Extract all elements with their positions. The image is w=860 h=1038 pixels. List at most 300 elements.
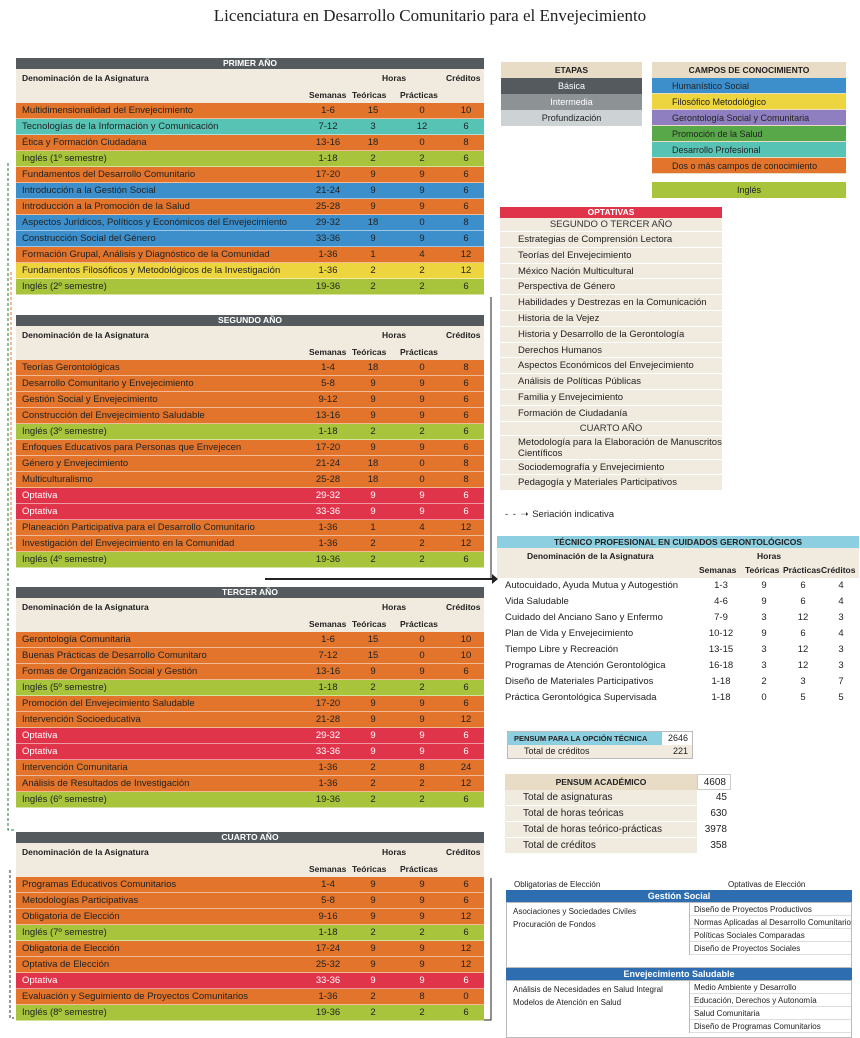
course-weeks: 19-36 bbox=[315, 1007, 341, 1018]
course-theory-hours: 0 bbox=[761, 692, 767, 703]
course-practice-hours: 2 bbox=[419, 426, 425, 437]
course-practice-hours: 0 bbox=[419, 362, 425, 373]
course-theory-hours: 1 bbox=[370, 522, 376, 533]
campo-item: Dos o más campos de conocimiento bbox=[652, 158, 846, 174]
course-credits: 3 bbox=[838, 660, 844, 671]
course-theory-hours: 9 bbox=[370, 879, 376, 890]
course-weeks: 1-3 bbox=[714, 580, 728, 591]
course-weeks: 33-36 bbox=[315, 746, 341, 757]
course-weeks: 25-32 bbox=[315, 959, 341, 970]
pensum-value: 3978 bbox=[697, 822, 731, 837]
year-title: PRIMER AÑO bbox=[16, 58, 484, 69]
course-weeks: 1-36 bbox=[318, 265, 338, 276]
course-theory-hours: 9 bbox=[370, 506, 376, 517]
course-credits: 12 bbox=[460, 714, 472, 725]
col-teoricas: Teóricas bbox=[352, 619, 387, 629]
course-weeks: 33-36 bbox=[315, 975, 341, 986]
course-name: Inglés (6º semestre) bbox=[22, 794, 107, 805]
seriation-line bbox=[8, 163, 14, 830]
course-theory-hours: 9 bbox=[761, 580, 767, 591]
course-name: Optativa bbox=[22, 746, 58, 757]
course-name: Formación Grupal, Análisis y Diagnóstico de la Comunidad bbox=[22, 249, 270, 260]
optativas-sub2: CUARTO AÑO bbox=[500, 422, 722, 436]
course-name: Teorías Gerontológicas bbox=[22, 362, 120, 373]
bracket-line bbox=[484, 878, 491, 1020]
course-theory-hours: 3 bbox=[370, 121, 376, 132]
course-theory-hours: 9 bbox=[370, 714, 376, 725]
course-credits: 5 bbox=[838, 692, 844, 703]
course-weeks: 7-12 bbox=[318, 650, 338, 661]
course-practice-hours: 9 bbox=[419, 879, 425, 890]
course-name: Optativa bbox=[22, 975, 58, 986]
course-weeks: 1-4 bbox=[321, 362, 335, 373]
course-practice-hours: 2 bbox=[419, 927, 425, 938]
course-credits: 6 bbox=[463, 730, 469, 741]
course-practice-hours: 9 bbox=[419, 378, 425, 389]
course-weeks: 4-6 bbox=[714, 596, 728, 607]
course-name: Práctica Gerontológica Supervisada bbox=[505, 692, 657, 703]
course-practice-hours: 9 bbox=[419, 730, 425, 741]
optativa-item: Historia y Desarrollo de la Gerontología bbox=[500, 327, 722, 343]
course-practice-hours: 9 bbox=[419, 911, 425, 922]
course-practice-hours: 0 bbox=[419, 458, 425, 469]
col-creditos: Créditos bbox=[446, 330, 481, 340]
course-practice-hours: 8 bbox=[419, 991, 425, 1002]
col-semanas: Semanas bbox=[309, 864, 347, 874]
course-practice-hours: 12 bbox=[797, 612, 809, 623]
course-weeks: 1-36 bbox=[318, 762, 338, 773]
pensum-value: 358 bbox=[697, 838, 731, 853]
course-practice-hours: 2 bbox=[419, 682, 425, 693]
course-weeks: 1-36 bbox=[318, 778, 338, 789]
optativas-sub1: SEGUNDO O TERCER AÑO bbox=[500, 218, 722, 232]
course-credits: 4 bbox=[838, 580, 844, 591]
col-semanas: Semanas bbox=[699, 565, 737, 575]
course-weeks: 17-20 bbox=[315, 169, 341, 180]
col-teoricas: Teóricas bbox=[352, 347, 387, 357]
arrow-head-icon bbox=[492, 574, 498, 584]
course-name: Tecnologías de la Información y Comunicación bbox=[22, 121, 219, 132]
col-horas: Horas bbox=[382, 73, 407, 83]
course-theory-hours: 9 bbox=[370, 959, 376, 970]
course-credits: 6 bbox=[463, 169, 469, 180]
course-practice-hours: 12 bbox=[797, 660, 809, 671]
eleccion-item: Políticas Sociales Comparadas bbox=[690, 929, 851, 942]
course-name: Tiempo Libre y Recreación bbox=[505, 644, 619, 655]
eleccion-item: Diseño de Proyectos Sociales bbox=[690, 942, 851, 955]
course-practice-hours: 9 bbox=[419, 975, 425, 986]
course-weeks: 9-16 bbox=[318, 911, 338, 922]
optativa-item: Sociodemografía y Envejecimiento bbox=[500, 460, 722, 476]
course-practice-hours: 2 bbox=[419, 554, 425, 565]
course-name: Diseño de Materiales Participativos bbox=[505, 676, 654, 687]
col-asignatura: Denominación de la Asignatura bbox=[22, 330, 149, 340]
course-theory-hours: 9 bbox=[370, 911, 376, 922]
dashed-arrow-icon: - - ➝ bbox=[505, 509, 530, 520]
course-name: Optativa bbox=[22, 506, 58, 517]
course-practice-hours: 9 bbox=[419, 410, 425, 421]
course-name: Promoción del Envejecimiento Saludable bbox=[22, 698, 195, 709]
etapas-title: ETAPAS bbox=[501, 62, 642, 78]
course-name: Ética y Formación Ciudadana bbox=[22, 137, 147, 148]
course-theory-hours: 2 bbox=[370, 927, 376, 938]
col-horas: Horas bbox=[757, 551, 782, 561]
course-weeks: 1-18 bbox=[318, 153, 338, 164]
course-name: Programas Educativos Comunitarios bbox=[22, 879, 177, 890]
course-theory-hours: 9 bbox=[370, 730, 376, 741]
course-practice-hours: 2 bbox=[419, 538, 425, 549]
course-practice-hours: 2 bbox=[419, 153, 425, 164]
course-theory-hours: 9 bbox=[370, 185, 376, 196]
col-creditos: Créditos bbox=[821, 565, 856, 575]
course-weeks: 13-16 bbox=[315, 410, 341, 421]
course-theory-hours: 9 bbox=[370, 169, 376, 180]
course-credits: 6 bbox=[463, 794, 469, 805]
course-credits: 12 bbox=[460, 265, 472, 276]
course-theory-hours: 2 bbox=[370, 265, 376, 276]
course-name: Inglés (8º semestre) bbox=[22, 1007, 107, 1018]
course-name: Planeación Participativa para el Desarrollo Comunitario bbox=[22, 522, 255, 533]
course-practice-hours: 9 bbox=[419, 666, 425, 677]
course-theory-hours: 9 bbox=[370, 975, 376, 986]
course-credits: 12 bbox=[460, 911, 472, 922]
course-weeks: 17-24 bbox=[315, 943, 341, 954]
pensum-title: PENSUM ACADÉMICO bbox=[505, 774, 697, 790]
course-name: Gestión Social y Envejecimiento bbox=[22, 394, 158, 405]
course-practice-hours: 0 bbox=[419, 650, 425, 661]
course-name: Metodologías Participativas bbox=[22, 895, 139, 906]
course-name: Fundamentos del Desarrollo Comunitario bbox=[22, 169, 196, 180]
eleccion-item: Salud Comunitaria bbox=[690, 1007, 851, 1020]
course-weeks: 29-32 bbox=[315, 490, 341, 501]
course-credits: 12 bbox=[460, 249, 472, 260]
course-practice-hours: 9 bbox=[419, 442, 425, 453]
course-weeks: 21-24 bbox=[315, 458, 341, 469]
col-practicas: Prácticas bbox=[400, 864, 438, 874]
course-practice-hours: 9 bbox=[419, 959, 425, 970]
course-weeks: 25-28 bbox=[315, 201, 341, 212]
course-name: Inglés (5º semestre) bbox=[22, 682, 107, 693]
eleccion-item: Diseño de Programas Comunitarios bbox=[690, 1020, 851, 1033]
pensum-label: Total de horas teóricas bbox=[523, 808, 624, 819]
course-credits: 6 bbox=[463, 121, 469, 132]
eleccion-item: Análisis de Necesidades en Salud Integral bbox=[513, 985, 663, 994]
course-name: Optativa bbox=[22, 490, 58, 501]
pensum-tec-title-val: 2646 bbox=[667, 733, 688, 743]
course-name: Gerontología Comunitaria bbox=[22, 634, 131, 645]
course-credits: 3 bbox=[838, 644, 844, 655]
pensum-tec-val: 221 bbox=[672, 746, 688, 756]
course-weeks: 17-20 bbox=[315, 442, 341, 453]
course-weeks: 1-18 bbox=[318, 682, 338, 693]
course-practice-hours: 9 bbox=[419, 698, 425, 709]
course-name: Introducción a la Gestión Social bbox=[22, 185, 156, 196]
course-name: Intervención Comunitaria bbox=[22, 762, 128, 773]
course-practice-hours: 2 bbox=[419, 794, 425, 805]
course-name: Fundamentos Filosóficos y Metodológicos de la Investigación bbox=[22, 265, 281, 276]
course-credits: 6 bbox=[463, 506, 469, 517]
course-credits: 6 bbox=[463, 410, 469, 421]
course-credits: 0 bbox=[463, 991, 469, 1002]
course-theory-hours: 2 bbox=[370, 538, 376, 549]
course-credits: 6 bbox=[463, 698, 469, 709]
optativa-item: Formación de Ciudadanía bbox=[500, 406, 722, 422]
course-credits: 12 bbox=[460, 943, 472, 954]
course-weeks: 1-18 bbox=[318, 426, 338, 437]
col-creditos: Créditos bbox=[446, 602, 481, 612]
eleccion-item: Normas Aplicadas al Desarrollo Comunitario bbox=[690, 916, 851, 929]
course-theory-hours: 9 bbox=[370, 378, 376, 389]
col-asignatura: Denominación de la Asignatura bbox=[22, 73, 149, 83]
course-credits: 12 bbox=[460, 538, 472, 549]
course-weeks: 1-36 bbox=[318, 538, 338, 549]
course-name: Inglés (7º semestre) bbox=[22, 927, 107, 938]
course-practice-hours: 12 bbox=[416, 121, 428, 132]
optativa-item: Familia y Envejecimiento bbox=[500, 390, 722, 406]
course-name: Multidimensionalidad del Envejecimiento bbox=[22, 105, 194, 116]
course-theory-hours: 2 bbox=[370, 762, 376, 773]
course-credits: 6 bbox=[463, 378, 469, 389]
course-name: Inglés (1º semestre) bbox=[22, 153, 107, 164]
course-weeks: 9-12 bbox=[318, 394, 338, 405]
course-theory-hours: 2 bbox=[761, 676, 767, 687]
course-weeks: 21-24 bbox=[315, 185, 341, 196]
course-theory-hours: 2 bbox=[370, 153, 376, 164]
course-practice-hours: 3 bbox=[800, 676, 806, 687]
seriation-line bbox=[11, 272, 14, 548]
course-theory-hours: 9 bbox=[370, 410, 376, 421]
course-weeks: 19-36 bbox=[315, 794, 341, 805]
course-credits: 6 bbox=[463, 442, 469, 453]
course-theory-hours: 9 bbox=[370, 666, 376, 677]
etapa-profundizacion: Profundización bbox=[501, 110, 642, 126]
course-theory-hours: 2 bbox=[370, 794, 376, 805]
course-credits: 7 bbox=[838, 676, 844, 687]
course-credits: 8 bbox=[463, 474, 469, 485]
pensum-tec-label: Total de créditos bbox=[524, 746, 590, 756]
course-credits: 6 bbox=[463, 281, 469, 292]
course-theory-hours: 18 bbox=[367, 217, 379, 228]
course-weeks: 1-36 bbox=[318, 522, 338, 533]
course-name: Cuidado del Anciano Sano y Enfermo bbox=[505, 612, 663, 623]
pensum-tec-title: PENSUM PARA LA OPCIÓN TÉCNICA bbox=[508, 732, 662, 745]
course-weeks: 33-36 bbox=[315, 233, 341, 244]
course-name: Aspectos Jurídicos, Políticos y Económicos del Envejecimiento bbox=[22, 217, 288, 228]
course-practice-hours: 9 bbox=[419, 185, 425, 196]
course-practice-hours: 0 bbox=[419, 105, 425, 116]
year-title: CUARTO AÑO bbox=[16, 832, 484, 843]
campo-item: Filosófico Metodológico bbox=[652, 94, 846, 110]
col-practicas: Prácticas bbox=[400, 90, 438, 100]
optativa-item: Perspectiva de Género bbox=[500, 279, 722, 295]
course-theory-hours: 9 bbox=[370, 895, 376, 906]
course-name: Evaluación y Seguimiento de Proyectos Comunitarios bbox=[22, 991, 249, 1002]
optativa-item: Estrategias de Comprensión Lectora bbox=[500, 232, 722, 248]
col-practicas: Prácticas bbox=[400, 347, 438, 357]
course-weeks: 5-8 bbox=[321, 895, 335, 906]
course-weeks: 13-16 bbox=[315, 137, 341, 148]
course-credits: 6 bbox=[463, 233, 469, 244]
eleccion-item: Asociaciones y Sociedades Civiles bbox=[513, 907, 637, 916]
course-name: Construcción Social del Género bbox=[22, 233, 156, 244]
course-credits: 6 bbox=[463, 975, 469, 986]
course-practice-hours: 4 bbox=[419, 249, 425, 260]
course-credits: 6 bbox=[463, 1007, 469, 1018]
campo-item: Gerontología Social y Comunitaria bbox=[652, 110, 846, 126]
course-name: Intervención Socioeducativa bbox=[22, 714, 141, 725]
col-teoricas: Teóricas bbox=[352, 90, 387, 100]
course-practice-hours: 9 bbox=[419, 394, 425, 405]
course-theory-hours: 15 bbox=[367, 634, 379, 645]
course-name: Autocuidado, Ayuda Mutua y Autogestión bbox=[505, 580, 679, 591]
course-weeks: 1-18 bbox=[711, 676, 731, 687]
eleccion-item: Medio Ambiente y Desarrollo bbox=[690, 981, 851, 994]
course-credits: 6 bbox=[463, 895, 469, 906]
course-credits: 12 bbox=[460, 522, 472, 533]
eleccion-h1: Obligatorias de Elección bbox=[514, 880, 601, 889]
year-title: SEGUNDO AÑO bbox=[16, 315, 484, 326]
course-name: Inglés (3º semestre) bbox=[22, 426, 107, 437]
course-name: Vida Saludable bbox=[505, 596, 569, 607]
course-weeks: 5-8 bbox=[321, 378, 335, 389]
optativa-item: Habilidades y Destrezas en la Comunicación bbox=[500, 295, 722, 311]
course-credits: 6 bbox=[463, 185, 469, 196]
course-theory-hours: 2 bbox=[370, 281, 376, 292]
col-creditos: Créditos bbox=[446, 73, 481, 83]
course-name: Enfoques Educativos para Personas que Envejecen bbox=[22, 442, 242, 453]
course-credits: 6 bbox=[463, 666, 469, 677]
course-practice-hours: 5 bbox=[800, 692, 806, 703]
course-practice-hours: 9 bbox=[419, 169, 425, 180]
optativa-item: Teorías del Envejecimiento bbox=[500, 248, 722, 264]
course-theory-hours: 9 bbox=[761, 628, 767, 639]
course-weeks: 1-6 bbox=[321, 634, 335, 645]
etapa-intermedia: Intermedia bbox=[501, 94, 642, 110]
course-practice-hours: 2 bbox=[419, 281, 425, 292]
course-theory-hours: 15 bbox=[367, 105, 379, 116]
course-name: Obligatoria de Elección bbox=[22, 911, 120, 922]
eleccion-h2: Optativas de Elección bbox=[728, 880, 806, 889]
pensum-title-val: 4608 bbox=[697, 774, 731, 790]
course-weeks: 7-9 bbox=[714, 612, 728, 623]
optativa-item: México Nación Multicultural bbox=[500, 264, 722, 280]
optativa-item: Derechos Humanos bbox=[500, 343, 722, 359]
optativa-item: Análisis de Políticas Públicas bbox=[500, 374, 722, 390]
course-weeks: 25-28 bbox=[315, 474, 341, 485]
course-theory-hours: 3 bbox=[761, 612, 767, 623]
optativa-item: Historia de la Vejez bbox=[500, 311, 722, 327]
optativa-item: Pedagogía y Materiales Participativos bbox=[500, 475, 722, 491]
course-credits: 6 bbox=[463, 201, 469, 212]
envejecimiento-saludable-header: Envejecimiento Saludable bbox=[506, 968, 852, 980]
year-title: TERCER AÑO bbox=[16, 587, 484, 598]
course-practice-hours: 0 bbox=[419, 634, 425, 645]
course-credits: 6 bbox=[463, 927, 469, 938]
course-theory-hours: 18 bbox=[367, 458, 379, 469]
seriation-line bbox=[10, 870, 14, 1018]
course-credits: 8 bbox=[463, 217, 469, 228]
course-weeks: 13-16 bbox=[315, 666, 341, 677]
course-practice-hours: 0 bbox=[419, 217, 425, 228]
course-name: Optativa bbox=[22, 730, 58, 741]
ingles-label: Inglés bbox=[736, 185, 762, 195]
course-weeks: 21-28 bbox=[315, 714, 341, 725]
course-weeks: 16-18 bbox=[708, 660, 734, 671]
course-name: Construcción del Envejecimiento Saludable bbox=[22, 410, 205, 421]
pensum-label: Total de horas teórico-prácticas bbox=[523, 824, 662, 835]
course-practice-hours: 9 bbox=[419, 233, 425, 244]
course-theory-hours: 9 bbox=[370, 442, 376, 453]
col-asignatura: Denominación de la Asignatura bbox=[527, 551, 654, 561]
gestion-social-header: Gestión Social bbox=[506, 890, 852, 902]
course-theory-hours: 2 bbox=[370, 778, 376, 789]
course-name: Género y Envejecimiento bbox=[22, 458, 129, 469]
course-name: Investigación del Envejecimiento en la Comunidad bbox=[22, 538, 235, 549]
pensum-label: Total de créditos bbox=[523, 840, 596, 851]
course-weeks: 1-36 bbox=[318, 249, 338, 260]
course-credits: 12 bbox=[460, 778, 472, 789]
course-credits: 6 bbox=[463, 153, 469, 164]
course-practice-hours: 8 bbox=[419, 762, 425, 773]
course-theory-hours: 9 bbox=[370, 233, 376, 244]
course-theory-hours: 9 bbox=[370, 943, 376, 954]
course-theory-hours: 18 bbox=[367, 362, 379, 373]
campos-title: CAMPOS DE CONOCIMIENTO bbox=[688, 65, 810, 75]
course-theory-hours: 3 bbox=[761, 660, 767, 671]
col-practicas: Prácticas bbox=[783, 565, 821, 575]
eleccion-item: Diseño de Proyectos Productivos bbox=[690, 903, 851, 916]
course-theory-hours: 18 bbox=[367, 137, 379, 148]
eleccion-item: Educación, Derechos y Autonomía bbox=[690, 994, 851, 1007]
course-credits: 24 bbox=[460, 762, 472, 773]
course-name: Multiculturalismo bbox=[22, 474, 93, 485]
optativas-title: OPTATIVAS bbox=[500, 207, 722, 218]
course-weeks: 1-18 bbox=[318, 927, 338, 938]
course-theory-hours: 9 bbox=[370, 394, 376, 405]
course-theory-hours: 9 bbox=[370, 746, 376, 757]
course-credits: 6 bbox=[463, 879, 469, 890]
course-weeks: 17-20 bbox=[315, 698, 341, 709]
course-practice-hours: 9 bbox=[419, 746, 425, 757]
course-credits: 6 bbox=[463, 490, 469, 501]
course-weeks: 1-4 bbox=[321, 879, 335, 890]
course-practice-hours: 4 bbox=[419, 522, 425, 533]
etapa-basica: Básica bbox=[501, 78, 642, 94]
course-practice-hours: 9 bbox=[419, 506, 425, 517]
course-theory-hours: 2 bbox=[370, 682, 376, 693]
course-name: Inglés (2º semestre) bbox=[22, 281, 107, 292]
campo-item: Promoción de la Salud bbox=[652, 126, 846, 142]
col-semanas: Semanas bbox=[309, 90, 347, 100]
course-name: Formas de Organización Social y Gestión bbox=[22, 666, 198, 677]
col-asignatura: Denominación de la Asignatura bbox=[22, 602, 149, 612]
seriacion-label: Seriación indicativa bbox=[532, 509, 615, 520]
course-credits: 6 bbox=[463, 746, 469, 757]
course-practice-hours: 9 bbox=[419, 895, 425, 906]
col-practicas: Prácticas bbox=[400, 619, 438, 629]
course-practice-hours: 12 bbox=[797, 644, 809, 655]
course-credits: 8 bbox=[463, 362, 469, 373]
course-weeks: 10-12 bbox=[708, 628, 734, 639]
col-teoricas: Teóricas bbox=[745, 565, 780, 575]
course-practice-hours: 6 bbox=[800, 580, 806, 591]
course-theory-hours: 9 bbox=[370, 490, 376, 501]
course-weeks: 19-36 bbox=[315, 281, 341, 292]
col-teoricas: Teóricas bbox=[352, 864, 387, 874]
course-weeks: 29-32 bbox=[315, 730, 341, 741]
course-practice-hours: 9 bbox=[419, 490, 425, 501]
course-practice-hours: 0 bbox=[419, 474, 425, 485]
